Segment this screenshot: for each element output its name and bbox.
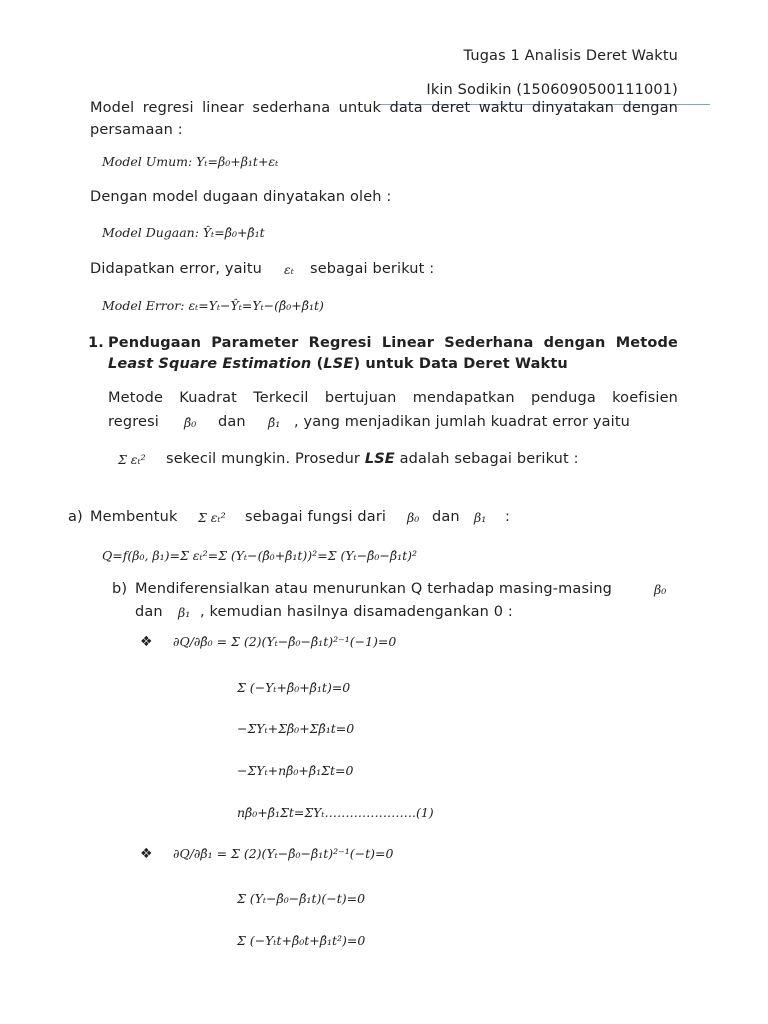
error-text-a: Didapatkan error, yaitu [90, 261, 263, 277]
step-b-line2-rest: , kemudian hasilnya disamadenganka​n 0 : [200, 604, 513, 620]
para-line2-regresi: regresi [108, 414, 159, 430]
derivative-b0-step2: Σ (−Yₜ+β̂₀+β̂₁t)=0 [237, 680, 351, 695]
error-text-b: sebagai berikut : [310, 261, 435, 277]
section-number: 1. [88, 335, 104, 351]
step-a-text-a: Membentuk [90, 509, 178, 525]
header-title: Tugas 1 Analisis Deret Waktu [463, 48, 678, 64]
step-b-label: b) [112, 581, 128, 597]
derivative-b1-step2: Σ (Yₜ−β̂₀−β̂₁t)(−t)=0 [237, 891, 366, 906]
step-b-beta0: β₀ [654, 582, 667, 597]
error-symbol: εₜ [284, 262, 294, 277]
model-error-formula: Model Error: εₜ=Yₜ−Ŷₜ=Yₜ−(β̂₀+β̂₁t) [102, 298, 324, 313]
step-a-colon: : [505, 509, 511, 525]
dugaan-text: Dengan model dugaan dinyatakan oleh : [90, 189, 392, 205]
header-author: Ikin Sodikin (150609050011100​1) [426, 82, 678, 98]
step-a-text-b: sebagai fungsi dari [245, 509, 387, 525]
section-title-abbr: LSE [323, 356, 354, 372]
model-dugaan-formula: Model Dugaan: Ŷₜ=β̂₀+β̂₁t [102, 225, 265, 240]
bullet-icon: ❖ [140, 846, 153, 862]
model-umum-formula: Model Umum: Yₜ=β₀+β₁t+εₜ [102, 154, 279, 169]
step-a-beta0: β₀ [407, 510, 420, 525]
para-sum-error: Σ εₜ² [118, 452, 146, 467]
derivative-b0-step3: −ΣYₜ+Σβ̂₀+Σβ̂₁t=0 [237, 721, 355, 736]
section-title-rest: ) untuk Data Deret Waktu [353, 356, 568, 372]
section-title-italic: Least Square Estimation [108, 356, 312, 372]
intro-line1: Model regresi linear sederhana untuk data deret waktu dinyatakan dengan [90, 100, 678, 116]
step-b-beta1: β₁ [178, 605, 191, 620]
section-title-paren: ( [311, 356, 324, 372]
step-a-beta1: β₁ [474, 510, 487, 525]
para-line2-rest: , yang menjadikan jumlah kuadrat error yaitu [294, 414, 631, 430]
step-b-dan: dan [135, 604, 163, 620]
step-b-line1: Mendiferensialkan atau menurunkan Q terhadap masing-masing [135, 581, 613, 597]
para-line1: Metode Kuadrat Terkecil bertujuan mendapatkan penduga koefisien [108, 390, 678, 406]
step-a-sum: Σ εₜ² [198, 510, 226, 525]
para-dan: dan [218, 414, 246, 430]
para-beta0-hat: β̂₀ [184, 415, 197, 430]
q-function-formula: Q=f(β₀, β₁)=Σ εₜ²=Σ (Yₜ−(β̂₀+β̂₁t))²=Σ (Yₜ−β̂₀−β̂₁t)² [102, 548, 418, 563]
derivative-b1: ∂Q/∂β̂₁ = Σ (2)(Yₜ−β̂₀−β̂₁t)²⁻¹(−t)=0 [173, 846, 394, 861]
section-title-line1: Pendugaan Parameter Regresi Linear Sederhana dengan Metode [108, 335, 678, 351]
para-line3-b: adalah sebagai berikut : [399, 451, 579, 467]
normal-equation-1: nβ̂₀+β̂₁Σt=ΣYₜ………………….(1) [237, 805, 434, 820]
section-title-line2 [108, 353, 568, 375]
para-line3 [166, 448, 579, 470]
intro-line2: persamaan : [90, 122, 183, 138]
derivative-b0-step4: −ΣYₜ+nβ̂₀+β̂₁Σt=0 [237, 763, 354, 778]
para-line3-a: sekecil mungkin. Prosedur [166, 451, 361, 467]
derivative-b1-step3: Σ (−Yₜt+β̂₀t+β̂₁t²)=0 [237, 933, 366, 948]
step-a-label: a) [68, 509, 83, 525]
step-a-dan: dan [432, 509, 460, 525]
bullet-icon: ❖ [140, 634, 153, 650]
derivative-b0: ∂Q/∂β̂₀ = Σ (2)(Yₜ−β̂₀−β̂₁t)²⁻¹(−1)=0 [173, 634, 397, 649]
para-lse: LSE [364, 451, 395, 467]
para-beta1-hat: β̂₁ [268, 415, 281, 430]
